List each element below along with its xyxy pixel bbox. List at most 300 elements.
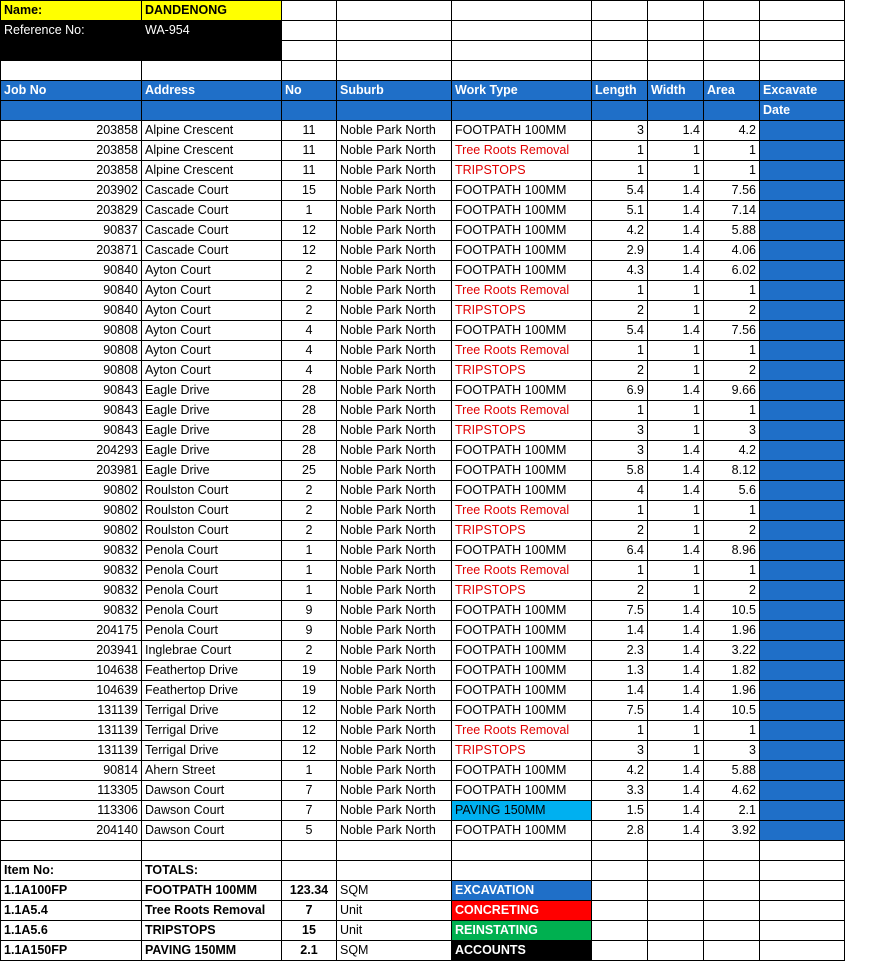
suburb-cell[interactable]: Noble Park North xyxy=(337,161,452,181)
area-cell[interactable]: 4.62 xyxy=(704,781,760,801)
length-cell[interactable]: 5.1 xyxy=(592,201,648,221)
excavate-date-cell[interactable] xyxy=(760,281,845,301)
length-cell[interactable]: 7.5 xyxy=(592,601,648,621)
area-cell[interactable]: 6.02 xyxy=(704,261,760,281)
suburb-cell[interactable]: Noble Park North xyxy=(337,261,452,281)
suburb-cell[interactable]: Noble Park North xyxy=(337,521,452,541)
no-cell[interactable]: 1 xyxy=(282,201,337,221)
length-cell[interactable]: 1.4 xyxy=(592,621,648,641)
no-cell[interactable]: 12 xyxy=(282,241,337,261)
suburb-cell[interactable]: Noble Park North xyxy=(337,501,452,521)
work-type-cell[interactable]: FOOTPATH 100MM xyxy=(452,641,592,661)
length-cell[interactable]: 1 xyxy=(592,401,648,421)
address-cell[interactable]: Ayton Court xyxy=(142,261,282,281)
excavate-date-cell[interactable] xyxy=(760,161,845,181)
length-cell[interactable]: 1.4 xyxy=(592,681,648,701)
suburb-cell[interactable]: Noble Park North xyxy=(337,721,452,741)
excavate-date-cell[interactable] xyxy=(760,521,845,541)
no-cell[interactable]: 2 xyxy=(282,261,337,281)
work-type-cell[interactable]: FOOTPATH 100MM xyxy=(452,661,592,681)
no-cell[interactable]: 11 xyxy=(282,141,337,161)
no-cell[interactable]: 2 xyxy=(282,301,337,321)
area-cell[interactable]: 5.88 xyxy=(704,221,760,241)
excavate-date-cell[interactable] xyxy=(760,601,845,621)
length-cell[interactable]: 1 xyxy=(592,341,648,361)
suburb-cell[interactable]: Noble Park North xyxy=(337,741,452,761)
area-cell[interactable]: 1.82 xyxy=(704,661,760,681)
no-cell[interactable]: 25 xyxy=(282,461,337,481)
suburb-cell[interactable]: Noble Park North xyxy=(337,441,452,461)
address-cell[interactable]: Terrigal Drive xyxy=(142,721,282,741)
job-no-cell[interactable]: 104639 xyxy=(1,681,142,701)
excavate-date-cell[interactable] xyxy=(760,681,845,701)
work-type-cell[interactable]: TRIPSTOPS xyxy=(452,301,592,321)
work-type-cell[interactable]: FOOTPATH 100MM xyxy=(452,821,592,841)
excavate-date-cell[interactable] xyxy=(760,561,845,581)
suburb-cell[interactable]: Noble Park North xyxy=(337,361,452,381)
suburb-cell[interactable]: Noble Park North xyxy=(337,601,452,621)
no-cell[interactable]: 11 xyxy=(282,121,337,141)
length-cell[interactable]: 1 xyxy=(592,501,648,521)
width-cell[interactable]: 1.4 xyxy=(648,681,704,701)
address-cell[interactable]: Eagle Drive xyxy=(142,461,282,481)
length-cell[interactable]: 3 xyxy=(592,421,648,441)
width-cell[interactable]: 1.4 xyxy=(648,821,704,841)
suburb-cell[interactable]: Noble Park North xyxy=(337,301,452,321)
address-cell[interactable]: Terrigal Drive xyxy=(142,741,282,761)
address-cell[interactable]: Penola Court xyxy=(142,621,282,641)
area-cell[interactable]: 8.12 xyxy=(704,461,760,481)
excavate-date-cell[interactable] xyxy=(760,781,845,801)
excavate-date-cell[interactable] xyxy=(760,621,845,641)
work-type-cell[interactable]: Tree Roots Removal xyxy=(452,721,592,741)
work-type-cell[interactable]: FOOTPATH 100MM xyxy=(452,121,592,141)
no-cell[interactable]: 5 xyxy=(282,821,337,841)
suburb-cell[interactable]: Noble Park North xyxy=(337,681,452,701)
area-cell[interactable]: 3 xyxy=(704,421,760,441)
suburb-cell[interactable]: Noble Park North xyxy=(337,761,452,781)
address-cell[interactable]: Penola Court xyxy=(142,601,282,621)
excavate-date-cell[interactable] xyxy=(760,181,845,201)
job-no-cell[interactable]: 113306 xyxy=(1,801,142,821)
no-cell[interactable]: 28 xyxy=(282,441,337,461)
length-cell[interactable]: 1 xyxy=(592,141,648,161)
no-cell[interactable]: 12 xyxy=(282,721,337,741)
no-cell[interactable]: 2 xyxy=(282,281,337,301)
width-cell[interactable]: 1.4 xyxy=(648,181,704,201)
width-cell[interactable]: 1 xyxy=(648,301,704,321)
work-type-cell[interactable]: TRIPSTOPS xyxy=(452,161,592,181)
suburb-cell[interactable]: Noble Park North xyxy=(337,781,452,801)
excavate-date-cell[interactable] xyxy=(760,481,845,501)
excavate-date-cell[interactable] xyxy=(760,401,845,421)
suburb-cell[interactable]: Noble Park North xyxy=(337,141,452,161)
address-cell[interactable]: Ayton Court xyxy=(142,341,282,361)
suburb-cell[interactable]: Noble Park North xyxy=(337,801,452,821)
area-cell[interactable]: 1.96 xyxy=(704,681,760,701)
length-cell[interactable]: 1 xyxy=(592,561,648,581)
area-cell[interactable]: 7.14 xyxy=(704,201,760,221)
work-type-cell[interactable]: TRIPSTOPS xyxy=(452,361,592,381)
address-cell[interactable]: Ayton Court xyxy=(142,301,282,321)
area-cell[interactable]: 4.2 xyxy=(704,441,760,461)
excavate-date-cell[interactable] xyxy=(760,421,845,441)
no-cell[interactable]: 28 xyxy=(282,401,337,421)
work-type-cell[interactable]: FOOTPATH 100MM xyxy=(452,701,592,721)
suburb-cell[interactable]: Noble Park North xyxy=(337,381,452,401)
excavate-date-cell[interactable] xyxy=(760,341,845,361)
width-cell[interactable]: 1 xyxy=(648,421,704,441)
excavate-date-cell[interactable] xyxy=(760,721,845,741)
area-cell[interactable]: 8.96 xyxy=(704,541,760,561)
suburb-cell[interactable]: Noble Park North xyxy=(337,341,452,361)
work-type-cell[interactable]: FOOTPATH 100MM xyxy=(452,321,592,341)
no-cell[interactable]: 1 xyxy=(282,541,337,561)
length-cell[interactable]: 1 xyxy=(592,281,648,301)
excavate-date-cell[interactable] xyxy=(760,221,845,241)
suburb-cell[interactable]: Noble Park North xyxy=(337,561,452,581)
length-cell[interactable]: 5.8 xyxy=(592,461,648,481)
work-type-cell[interactable]: FOOTPATH 100MM xyxy=(452,461,592,481)
length-cell[interactable]: 4.3 xyxy=(592,261,648,281)
job-no-cell[interactable]: 203858 xyxy=(1,141,142,161)
width-cell[interactable]: 1.4 xyxy=(648,621,704,641)
address-cell[interactable]: Ahern Street xyxy=(142,761,282,781)
suburb-cell[interactable]: Noble Park North xyxy=(337,821,452,841)
excavate-date-cell[interactable] xyxy=(760,801,845,821)
no-cell[interactable]: 28 xyxy=(282,381,337,401)
job-no-cell[interactable]: 90802 xyxy=(1,501,142,521)
area-cell[interactable]: 7.56 xyxy=(704,321,760,341)
job-no-cell[interactable]: 90808 xyxy=(1,361,142,381)
address-cell[interactable]: Penola Court xyxy=(142,541,282,561)
work-type-cell[interactable]: Tree Roots Removal xyxy=(452,341,592,361)
no-cell[interactable]: 9 xyxy=(282,601,337,621)
suburb-cell[interactable]: Noble Park North xyxy=(337,641,452,661)
width-cell[interactable]: 1.4 xyxy=(648,701,704,721)
area-cell[interactable]: 10.5 xyxy=(704,701,760,721)
address-cell[interactable]: Alpine Crescent xyxy=(142,141,282,161)
width-cell[interactable]: 1 xyxy=(648,361,704,381)
job-no-cell[interactable]: 90832 xyxy=(1,601,142,621)
width-cell[interactable]: 1 xyxy=(648,521,704,541)
address-cell[interactable]: Alpine Crescent xyxy=(142,121,282,141)
work-type-cell[interactable]: TRIPSTOPS xyxy=(452,741,592,761)
no-cell[interactable]: 28 xyxy=(282,421,337,441)
no-cell[interactable]: 1 xyxy=(282,761,337,781)
length-cell[interactable]: 2.3 xyxy=(592,641,648,661)
address-cell[interactable]: Eagle Drive xyxy=(142,381,282,401)
no-cell[interactable]: 4 xyxy=(282,361,337,381)
suburb-cell[interactable]: Noble Park North xyxy=(337,121,452,141)
width-cell[interactable]: 1 xyxy=(648,581,704,601)
job-no-cell[interactable]: 131139 xyxy=(1,701,142,721)
excavate-date-cell[interactable] xyxy=(760,581,845,601)
work-type-cell[interactable]: FOOTPATH 100MM xyxy=(452,181,592,201)
suburb-cell[interactable]: Noble Park North xyxy=(337,661,452,681)
width-cell[interactable]: 1.4 xyxy=(648,261,704,281)
job-no-cell[interactable]: 203858 xyxy=(1,121,142,141)
job-no-cell[interactable]: 90814 xyxy=(1,761,142,781)
suburb-cell[interactable]: Noble Park North xyxy=(337,401,452,421)
work-type-cell[interactable]: Tree Roots Removal xyxy=(452,141,592,161)
no-cell[interactable]: 12 xyxy=(282,701,337,721)
work-type-cell[interactable]: Tree Roots Removal xyxy=(452,401,592,421)
job-no-cell[interactable]: 90840 xyxy=(1,281,142,301)
work-type-cell[interactable]: FOOTPATH 100MM xyxy=(452,601,592,621)
address-cell[interactable]: Roulston Court xyxy=(142,501,282,521)
job-no-cell[interactable]: 203829 xyxy=(1,201,142,221)
job-no-cell[interactable]: 90808 xyxy=(1,321,142,341)
job-no-cell[interactable]: 113305 xyxy=(1,781,142,801)
excavate-date-cell[interactable] xyxy=(760,121,845,141)
length-cell[interactable]: 4.2 xyxy=(592,761,648,781)
no-cell[interactable]: 7 xyxy=(282,801,337,821)
area-cell[interactable]: 3.22 xyxy=(704,641,760,661)
area-cell[interactable]: 7.56 xyxy=(704,181,760,201)
area-cell[interactable]: 2.1 xyxy=(704,801,760,821)
width-cell[interactable]: 1 xyxy=(648,741,704,761)
length-cell[interactable]: 1 xyxy=(592,721,648,741)
work-type-cell[interactable]: FOOTPATH 100MM xyxy=(452,761,592,781)
excavate-date-cell[interactable] xyxy=(760,241,845,261)
area-cell[interactable]: 3.92 xyxy=(704,821,760,841)
work-type-cell[interactable]: FOOTPATH 100MM xyxy=(452,221,592,241)
work-type-cell[interactable]: FOOTPATH 100MM xyxy=(452,621,592,641)
length-cell[interactable]: 1 xyxy=(592,161,648,181)
address-cell[interactable]: Cascade Court xyxy=(142,181,282,201)
work-type-cell[interactable]: FOOTPATH 100MM xyxy=(452,441,592,461)
width-cell[interactable]: 1.4 xyxy=(648,241,704,261)
width-cell[interactable]: 1 xyxy=(648,501,704,521)
no-cell[interactable]: 9 xyxy=(282,621,337,641)
width-cell[interactable]: 1.4 xyxy=(648,481,704,501)
suburb-cell[interactable]: Noble Park North xyxy=(337,281,452,301)
length-cell[interactable]: 4 xyxy=(592,481,648,501)
area-cell[interactable]: 4.06 xyxy=(704,241,760,261)
excavate-date-cell[interactable] xyxy=(760,301,845,321)
excavate-date-cell[interactable] xyxy=(760,741,845,761)
address-cell[interactable]: Alpine Crescent xyxy=(142,161,282,181)
work-type-cell[interactable]: FOOTPATH 100MM xyxy=(452,781,592,801)
reference-value[interactable]: WA-954 xyxy=(142,21,282,41)
area-cell[interactable]: 2 xyxy=(704,361,760,381)
job-no-cell[interactable]: 90843 xyxy=(1,401,142,421)
job-no-cell[interactable]: 90840 xyxy=(1,301,142,321)
excavate-date-cell[interactable] xyxy=(760,321,845,341)
length-cell[interactable]: 3 xyxy=(592,441,648,461)
width-cell[interactable]: 1.4 xyxy=(648,541,704,561)
job-no-cell[interactable]: 104638 xyxy=(1,661,142,681)
suburb-cell[interactable]: Noble Park North xyxy=(337,321,452,341)
width-cell[interactable]: 1 xyxy=(648,721,704,741)
width-cell[interactable]: 1 xyxy=(648,341,704,361)
suburb-cell[interactable]: Noble Park North xyxy=(337,421,452,441)
length-cell[interactable]: 3 xyxy=(592,121,648,141)
width-cell[interactable]: 1.4 xyxy=(648,121,704,141)
job-no-cell[interactable]: 90840 xyxy=(1,261,142,281)
length-cell[interactable]: 2 xyxy=(592,521,648,541)
address-cell[interactable]: Penola Court xyxy=(142,561,282,581)
length-cell[interactable]: 1.5 xyxy=(592,801,648,821)
no-cell[interactable]: 4 xyxy=(282,341,337,361)
area-cell[interactable]: 2 xyxy=(704,581,760,601)
width-cell[interactable]: 1.4 xyxy=(648,801,704,821)
address-cell[interactable]: Cascade Court xyxy=(142,241,282,261)
job-no-cell[interactable]: 90843 xyxy=(1,421,142,441)
name-value[interactable]: DANDENONG xyxy=(142,1,282,21)
work-type-cell[interactable]: FOOTPATH 100MM xyxy=(452,201,592,221)
excavate-date-cell[interactable] xyxy=(760,141,845,161)
length-cell[interactable]: 2.9 xyxy=(592,241,648,261)
width-cell[interactable]: 1.4 xyxy=(648,221,704,241)
address-cell[interactable]: Eagle Drive xyxy=(142,421,282,441)
work-type-cell[interactable]: TRIPSTOPS xyxy=(452,581,592,601)
suburb-cell[interactable]: Noble Park North xyxy=(337,221,452,241)
address-cell[interactable]: Inglebrae Court xyxy=(142,641,282,661)
excavate-date-cell[interactable] xyxy=(760,761,845,781)
excavate-date-cell[interactable] xyxy=(760,641,845,661)
length-cell[interactable]: 5.4 xyxy=(592,321,648,341)
job-no-cell[interactable]: 203941 xyxy=(1,641,142,661)
length-cell[interactable]: 2 xyxy=(592,581,648,601)
width-cell[interactable]: 1 xyxy=(648,401,704,421)
area-cell[interactable]: 1 xyxy=(704,141,760,161)
work-type-cell[interactable]: TRIPSTOPS xyxy=(452,521,592,541)
area-cell[interactable]: 5.88 xyxy=(704,761,760,781)
length-cell[interactable]: 7.5 xyxy=(592,701,648,721)
address-cell[interactable]: Ayton Court xyxy=(142,361,282,381)
length-cell[interactable]: 2.8 xyxy=(592,821,648,841)
no-cell[interactable]: 1 xyxy=(282,581,337,601)
work-type-cell[interactable]: FOOTPATH 100MM xyxy=(452,241,592,261)
area-cell[interactable]: 2 xyxy=(704,521,760,541)
job-no-cell[interactable]: 204293 xyxy=(1,441,142,461)
excavate-date-cell[interactable] xyxy=(760,661,845,681)
area-cell[interactable]: 1 xyxy=(704,401,760,421)
no-cell[interactable]: 15 xyxy=(282,181,337,201)
work-type-cell[interactable]: FOOTPATH 100MM xyxy=(452,541,592,561)
length-cell[interactable]: 2 xyxy=(592,301,648,321)
job-no-cell[interactable]: 90832 xyxy=(1,581,142,601)
address-cell[interactable]: Roulston Court xyxy=(142,521,282,541)
address-cell[interactable]: Terrigal Drive xyxy=(142,701,282,721)
length-cell[interactable]: 6.4 xyxy=(592,541,648,561)
address-cell[interactable]: Cascade Court xyxy=(142,221,282,241)
width-cell[interactable]: 1.4 xyxy=(648,201,704,221)
address-cell[interactable]: Ayton Court xyxy=(142,281,282,301)
area-cell[interactable]: 1 xyxy=(704,161,760,181)
suburb-cell[interactable]: Noble Park North xyxy=(337,201,452,221)
width-cell[interactable]: 1 xyxy=(648,161,704,181)
suburb-cell[interactable]: Noble Park North xyxy=(337,481,452,501)
area-cell[interactable]: 1 xyxy=(704,561,760,581)
no-cell[interactable]: 2 xyxy=(282,501,337,521)
address-cell[interactable]: Eagle Drive xyxy=(142,441,282,461)
area-cell[interactable]: 10.5 xyxy=(704,601,760,621)
suburb-cell[interactable]: Noble Park North xyxy=(337,581,452,601)
area-cell[interactable]: 3 xyxy=(704,741,760,761)
area-cell[interactable]: 5.6 xyxy=(704,481,760,501)
job-no-cell[interactable]: 90843 xyxy=(1,381,142,401)
suburb-cell[interactable]: Noble Park North xyxy=(337,621,452,641)
length-cell[interactable]: 4.2 xyxy=(592,221,648,241)
width-cell[interactable]: 1.4 xyxy=(648,461,704,481)
job-no-cell[interactable]: 131139 xyxy=(1,741,142,761)
excavate-date-cell[interactable] xyxy=(760,541,845,561)
no-cell[interactable]: 19 xyxy=(282,661,337,681)
no-cell[interactable]: 19 xyxy=(282,681,337,701)
work-type-cell[interactable]: FOOTPATH 100MM xyxy=(452,481,592,501)
excavate-date-cell[interactable] xyxy=(760,701,845,721)
excavate-date-cell[interactable] xyxy=(760,201,845,221)
no-cell[interactable]: 2 xyxy=(282,481,337,501)
width-cell[interactable]: 1.4 xyxy=(648,381,704,401)
job-no-cell[interactable]: 90832 xyxy=(1,541,142,561)
width-cell[interactable]: 1.4 xyxy=(648,441,704,461)
area-cell[interactable]: 1 xyxy=(704,341,760,361)
work-type-cell[interactable]: Tree Roots Removal xyxy=(452,281,592,301)
length-cell[interactable]: 3.3 xyxy=(592,781,648,801)
suburb-cell[interactable]: Noble Park North xyxy=(337,541,452,561)
no-cell[interactable]: 7 xyxy=(282,781,337,801)
excavate-date-cell[interactable] xyxy=(760,261,845,281)
width-cell[interactable]: 1.4 xyxy=(648,661,704,681)
address-cell[interactable]: Dawson Court xyxy=(142,801,282,821)
area-cell[interactable]: 1 xyxy=(704,501,760,521)
area-cell[interactable]: 1 xyxy=(704,721,760,741)
address-cell[interactable]: Feathertop Drive xyxy=(142,661,282,681)
suburb-cell[interactable]: Noble Park North xyxy=(337,461,452,481)
job-no-cell[interactable]: 203858 xyxy=(1,161,142,181)
length-cell[interactable]: 5.4 xyxy=(592,181,648,201)
work-type-cell[interactable]: Tree Roots Removal xyxy=(452,501,592,521)
job-no-cell[interactable]: 90808 xyxy=(1,341,142,361)
address-cell[interactable]: Ayton Court xyxy=(142,321,282,341)
job-no-cell[interactable]: 131139 xyxy=(1,721,142,741)
width-cell[interactable]: 1 xyxy=(648,141,704,161)
work-type-cell[interactable]: TRIPSTOPS xyxy=(452,421,592,441)
width-cell[interactable]: 1.4 xyxy=(648,641,704,661)
no-cell[interactable]: 2 xyxy=(282,641,337,661)
area-cell[interactable]: 1.96 xyxy=(704,621,760,641)
job-no-cell[interactable]: 90802 xyxy=(1,481,142,501)
suburb-cell[interactable]: Noble Park North xyxy=(337,241,452,261)
job-no-cell[interactable]: 204175 xyxy=(1,621,142,641)
width-cell[interactable]: 1.4 xyxy=(648,601,704,621)
address-cell[interactable]: Eagle Drive xyxy=(142,401,282,421)
work-type-cell[interactable]: FOOTPATH 100MM xyxy=(452,381,592,401)
job-no-cell[interactable]: 90832 xyxy=(1,561,142,581)
job-no-cell[interactable]: 203871 xyxy=(1,241,142,261)
excavate-date-cell[interactable] xyxy=(760,381,845,401)
work-type-cell[interactable]: FOOTPATH 100MM xyxy=(452,261,592,281)
address-cell[interactable]: Feathertop Drive xyxy=(142,681,282,701)
job-no-cell[interactable]: 90802 xyxy=(1,521,142,541)
address-cell[interactable]: Penola Court xyxy=(142,581,282,601)
length-cell[interactable]: 6.9 xyxy=(592,381,648,401)
no-cell[interactable]: 2 xyxy=(282,521,337,541)
width-cell[interactable]: 1 xyxy=(648,561,704,581)
no-cell[interactable]: 1 xyxy=(282,561,337,581)
excavate-date-cell[interactable] xyxy=(760,441,845,461)
job-no-cell[interactable]: 203902 xyxy=(1,181,142,201)
width-cell[interactable]: 1.4 xyxy=(648,321,704,341)
excavate-date-cell[interactable] xyxy=(760,461,845,481)
area-cell[interactable]: 1 xyxy=(704,281,760,301)
width-cell[interactable]: 1 xyxy=(648,281,704,301)
work-type-cell[interactable]: FOOTPATH 100MM xyxy=(452,681,592,701)
